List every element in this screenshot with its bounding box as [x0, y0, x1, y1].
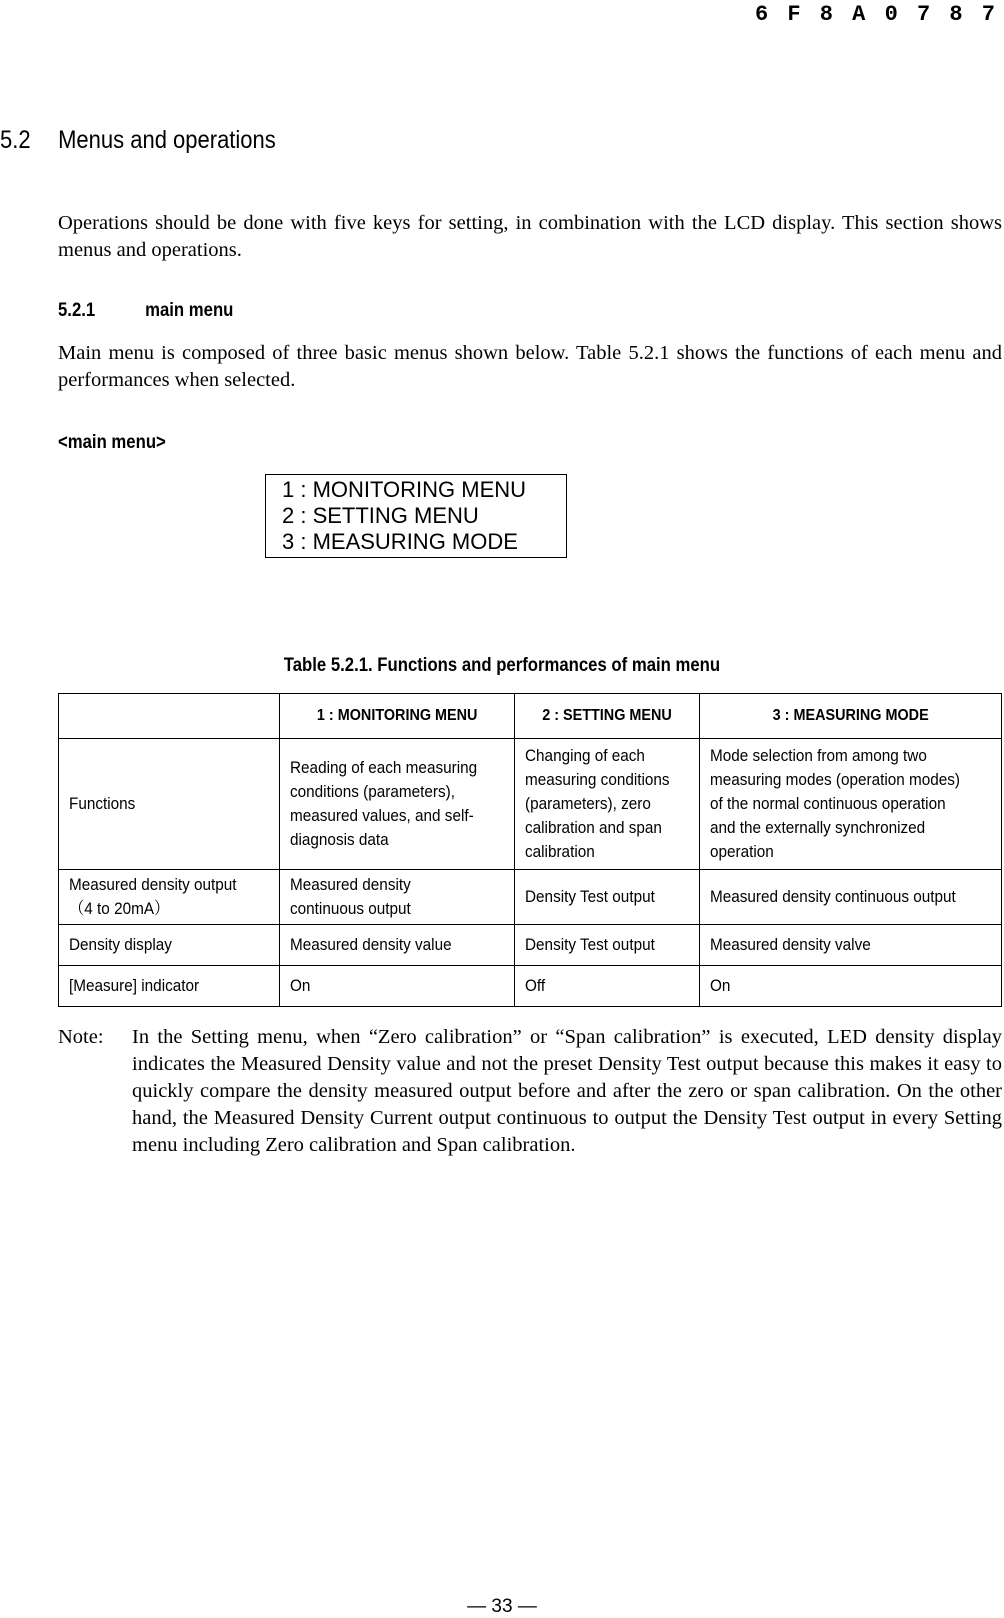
lcd-display [265, 474, 567, 558]
table-cell: On [700, 966, 1002, 1007]
subsection-title: main menu [145, 300, 234, 321]
note-text: In the Setting menu, when “Zero calibration” or “Span calibration” is executed, LED density display indicates the Measured Density value and not the preset Density Test output because this makes it easy to quickly compare the density measured output before and after the zero or span calibration. On the other hand, the Measured Density Current output continuous to output the Density Test output in every Setting menu including Zero calibration and Span calibration. [132, 1026, 1002, 1156]
table-cell: Measured density continuous output [700, 870, 1002, 925]
lcd-line-monitoring: 1 : MONITORING MENU [282, 477, 527, 502]
table-title-text: Table 5.2.1. Functions and performances of main menu [283, 655, 721, 676]
table-cell: Density Test output [515, 925, 700, 966]
table-header-cell: 1 : MONITORING MENU [279, 694, 515, 739]
page-number: — 33 — [467, 1596, 537, 1617]
section-title: Menus and operations [58, 126, 276, 154]
lcd-line-setting: 2 : SETTING MENU [282, 503, 479, 528]
table-cell: Measured density continuous output [279, 870, 515, 925]
document-code: 6 F 8 A 0 7 8 7 [754, 2, 998, 27]
table-header-cell: 2 : SETTING MENU [515, 694, 700, 739]
table-cell: Changing of each measuring conditions (parameters), zero calibration and span calibration [515, 739, 700, 870]
subsection-heading [58, 300, 233, 322]
note [58, 1024, 1002, 1159]
section-heading [0, 126, 276, 155]
table-header-row [59, 694, 1002, 739]
subsection-number: 5.2.1 [58, 300, 96, 321]
table-row [59, 925, 1002, 966]
table-header-cell [59, 694, 280, 739]
table-cell: Density Test output [515, 870, 700, 925]
table-cell: Reading of each measuring conditions (parameters), measured values, and self-diagnosis data [279, 739, 515, 870]
lcd-line-measuring: 3 : MEASURING MODE [282, 529, 518, 554]
table-cell: Mode selection from among two measuring modes (operation modes) of the normal continuous operation and the externally synchronized operation [700, 739, 1002, 870]
table-cell: On [279, 966, 515, 1007]
table-row [59, 966, 1002, 1007]
section-number: 5.2 [0, 126, 31, 154]
table-cell: [Measure] indicator [59, 966, 280, 1007]
table-cell: Functions [59, 739, 280, 870]
table-cell: Measured density output（4 to 20mA） [59, 870, 280, 925]
note-label: Note: [58, 1026, 104, 1048]
subsection-paragraph: Main menu is composed of three basic menus shown below. Table 5.2.1 shows the functions of each menu and performances when selected. [58, 342, 1002, 391]
table-header-cell: 3 : MEASURING MODE [700, 694, 1002, 739]
table-row [59, 739, 1002, 870]
main-menu-label: <main menu> [58, 432, 166, 453]
table-row [59, 870, 1002, 925]
table-cell: Density display [59, 925, 280, 966]
table-cell: Measured density valve [700, 925, 1002, 966]
functions-table [58, 693, 1002, 1007]
intro-paragraph: Operations should be done with five keys for setting, in combination with the LCD display. This section shows menus and operations. [58, 212, 1002, 261]
table-cell: Measured density value [279, 925, 515, 966]
table-title [0, 655, 1004, 677]
table-cell: Off [515, 966, 700, 1007]
